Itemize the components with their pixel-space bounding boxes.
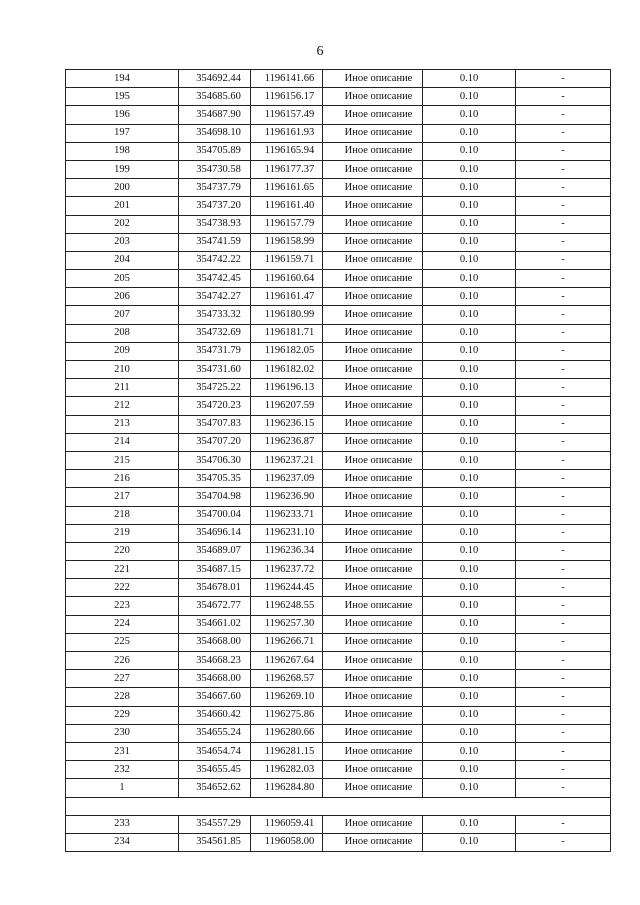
accuracy-cell: 0.10 <box>423 761 516 779</box>
accuracy-cell: 0.10 <box>423 397 516 415</box>
point-number-cell: 202 <box>66 215 179 233</box>
description-cell: Иное описание <box>323 251 423 269</box>
x-coordinate-cell: 354730.58 <box>179 160 251 178</box>
table-row <box>66 833 611 851</box>
x-coordinate-cell: 354668.00 <box>179 670 251 688</box>
table-row <box>66 179 611 197</box>
description-cell: Иное описание <box>323 833 423 851</box>
point-number-cell: 232 <box>66 761 179 779</box>
note-cell: - <box>516 270 611 288</box>
point-number-cell: 198 <box>66 142 179 160</box>
point-number-cell: 206 <box>66 288 179 306</box>
description-cell: Иное описание <box>323 542 423 560</box>
point-number-cell: 222 <box>66 579 179 597</box>
point-number-cell: 217 <box>66 488 179 506</box>
point-number-cell: 208 <box>66 324 179 342</box>
x-coordinate-cell: 354652.62 <box>179 779 251 797</box>
note-cell: - <box>516 160 611 178</box>
y-coordinate-cell: 1196237.72 <box>251 561 323 579</box>
x-coordinate-cell: 354668.00 <box>179 633 251 651</box>
note-cell: - <box>516 779 611 797</box>
point-number-cell: 209 <box>66 342 179 360</box>
table-row <box>66 470 611 488</box>
description-cell: Иное описание <box>323 524 423 542</box>
y-coordinate-cell: 1196165.94 <box>251 142 323 160</box>
table-row <box>66 524 611 542</box>
description-cell: Иное описание <box>323 633 423 651</box>
y-coordinate-cell: 1196158.99 <box>251 233 323 251</box>
table-row <box>66 724 611 742</box>
note-cell: - <box>516 379 611 397</box>
table-row <box>66 688 611 706</box>
accuracy-cell: 0.10 <box>423 833 516 851</box>
point-number-cell: 233 <box>66 815 179 833</box>
accuracy-cell: 0.10 <box>423 742 516 760</box>
table-row <box>66 415 611 433</box>
table-row <box>66 506 611 524</box>
point-number-cell: 234 <box>66 833 179 851</box>
accuracy-cell: 0.10 <box>423 724 516 742</box>
point-number-cell: 196 <box>66 106 179 124</box>
x-coordinate-cell: 354672.77 <box>179 597 251 615</box>
table-row <box>66 379 611 397</box>
table-row <box>66 324 611 342</box>
point-number-cell: 203 <box>66 233 179 251</box>
note-cell: - <box>516 597 611 615</box>
y-coordinate-cell: 1196157.79 <box>251 215 323 233</box>
point-number-cell: 194 <box>66 70 179 88</box>
note-cell: - <box>516 579 611 597</box>
accuracy-cell: 0.10 <box>423 160 516 178</box>
description-cell: Иное описание <box>323 324 423 342</box>
y-coordinate-cell: 1196231.10 <box>251 524 323 542</box>
x-coordinate-cell: 354742.27 <box>179 288 251 306</box>
note-cell: - <box>516 706 611 724</box>
note-cell: - <box>516 833 611 851</box>
y-coordinate-cell: 1196237.09 <box>251 470 323 488</box>
description-cell: Иное описание <box>323 779 423 797</box>
y-coordinate-cell: 1196267.64 <box>251 652 323 670</box>
point-number-cell: 212 <box>66 397 179 415</box>
note-cell: - <box>516 233 611 251</box>
accuracy-cell: 0.10 <box>423 524 516 542</box>
description-cell: Иное описание <box>323 197 423 215</box>
accuracy-cell: 0.10 <box>423 433 516 451</box>
x-coordinate-cell: 354660.42 <box>179 706 251 724</box>
x-coordinate-cell: 354667.60 <box>179 688 251 706</box>
x-coordinate-cell: 354707.20 <box>179 433 251 451</box>
accuracy-cell: 0.10 <box>423 633 516 651</box>
point-number-cell: 218 <box>66 506 179 524</box>
accuracy-cell: 0.10 <box>423 451 516 469</box>
y-coordinate-cell: 1196236.15 <box>251 415 323 433</box>
x-coordinate-cell: 354655.24 <box>179 724 251 742</box>
description-cell: Иное описание <box>323 306 423 324</box>
x-coordinate-cell: 354738.93 <box>179 215 251 233</box>
note-cell: - <box>516 761 611 779</box>
x-coordinate-cell: 354731.60 <box>179 361 251 379</box>
y-coordinate-cell: 1196236.87 <box>251 433 323 451</box>
table-row <box>66 215 611 233</box>
accuracy-cell: 0.10 <box>423 179 516 197</box>
x-coordinate-cell: 354704.98 <box>179 488 251 506</box>
point-number-cell: 228 <box>66 688 179 706</box>
y-coordinate-cell: 1196180.99 <box>251 306 323 324</box>
x-coordinate-cell: 354725.22 <box>179 379 251 397</box>
table-row <box>66 761 611 779</box>
y-coordinate-cell: 1196160.64 <box>251 270 323 288</box>
accuracy-cell: 0.10 <box>423 251 516 269</box>
table-row <box>66 652 611 670</box>
y-coordinate-cell: 1196248.55 <box>251 597 323 615</box>
table-row <box>66 342 611 360</box>
description-cell: Иное описание <box>323 488 423 506</box>
point-number-cell: 220 <box>66 542 179 560</box>
y-coordinate-cell: 1196161.65 <box>251 179 323 197</box>
note-cell: - <box>516 470 611 488</box>
y-coordinate-cell: 1196196.13 <box>251 379 323 397</box>
accuracy-cell: 0.10 <box>423 379 516 397</box>
table-row <box>66 288 611 306</box>
accuracy-cell: 0.10 <box>423 233 516 251</box>
note-cell: - <box>516 524 611 542</box>
description-cell: Иное описание <box>323 415 423 433</box>
accuracy-cell: 0.10 <box>423 579 516 597</box>
description-cell: Иное описание <box>323 433 423 451</box>
description-cell: Иное описание <box>323 88 423 106</box>
note-cell: - <box>516 197 611 215</box>
table-row <box>66 597 611 615</box>
note-cell: - <box>516 506 611 524</box>
x-coordinate-cell: 354720.23 <box>179 397 251 415</box>
point-number-cell: 225 <box>66 633 179 651</box>
x-coordinate-cell: 354732.69 <box>179 324 251 342</box>
accuracy-cell: 0.10 <box>423 142 516 160</box>
point-number-cell: 229 <box>66 706 179 724</box>
description-cell: Иное описание <box>323 160 423 178</box>
point-number-cell: 230 <box>66 724 179 742</box>
y-coordinate-cell: 1196157.49 <box>251 106 323 124</box>
y-coordinate-cell: 1196284.80 <box>251 779 323 797</box>
description-cell: Иное описание <box>323 615 423 633</box>
accuracy-cell: 0.10 <box>423 542 516 560</box>
x-coordinate-cell: 354707.83 <box>179 415 251 433</box>
table-row <box>66 433 611 451</box>
table-row <box>66 361 611 379</box>
description-cell: Иное описание <box>323 361 423 379</box>
note-cell: - <box>516 670 611 688</box>
accuracy-cell: 0.10 <box>423 652 516 670</box>
point-number-cell: 195 <box>66 88 179 106</box>
note-cell: - <box>516 542 611 560</box>
accuracy-cell: 0.10 <box>423 415 516 433</box>
description-cell: Иное описание <box>323 761 423 779</box>
accuracy-cell: 0.10 <box>423 815 516 833</box>
accuracy-cell: 0.10 <box>423 597 516 615</box>
point-number-cell: 224 <box>66 615 179 633</box>
table-row <box>66 815 611 833</box>
table-row <box>66 742 611 760</box>
y-coordinate-cell: 1196182.02 <box>251 361 323 379</box>
x-coordinate-cell: 354705.35 <box>179 470 251 488</box>
note-cell: - <box>516 70 611 88</box>
table-row <box>66 306 611 324</box>
point-number-cell: 199 <box>66 160 179 178</box>
coordinates-table-body <box>66 70 611 852</box>
y-coordinate-cell: 1196275.86 <box>251 706 323 724</box>
note-cell: - <box>516 451 611 469</box>
point-number-cell: 200 <box>66 179 179 197</box>
accuracy-cell: 0.10 <box>423 106 516 124</box>
accuracy-cell: 0.10 <box>423 197 516 215</box>
table-row <box>66 706 611 724</box>
table-row <box>66 88 611 106</box>
table-row <box>66 561 611 579</box>
x-coordinate-cell: 354706.30 <box>179 451 251 469</box>
x-coordinate-cell: 354737.20 <box>179 197 251 215</box>
page-number: 6 <box>316 44 324 59</box>
note-cell: - <box>516 324 611 342</box>
x-coordinate-cell: 354661.02 <box>179 615 251 633</box>
description-cell: Иное описание <box>323 688 423 706</box>
note-cell: - <box>516 615 611 633</box>
description-cell: Иное описание <box>323 742 423 760</box>
table-row <box>66 542 611 560</box>
y-coordinate-cell: 1196244.45 <box>251 579 323 597</box>
note-cell: - <box>516 142 611 160</box>
point-number-cell: 221 <box>66 561 179 579</box>
y-coordinate-cell: 1196236.90 <box>251 488 323 506</box>
note-cell: - <box>516 415 611 433</box>
table-row <box>66 579 611 597</box>
x-coordinate-cell: 354654.74 <box>179 742 251 760</box>
y-coordinate-cell: 1196233.71 <box>251 506 323 524</box>
table-row <box>66 488 611 506</box>
accuracy-cell: 0.10 <box>423 779 516 797</box>
note-cell: - <box>516 288 611 306</box>
description-cell: Иное описание <box>323 124 423 142</box>
table-row <box>66 615 611 633</box>
description-cell: Иное описание <box>323 342 423 360</box>
accuracy-cell: 0.10 <box>423 615 516 633</box>
note-cell: - <box>516 361 611 379</box>
description-cell: Иное описание <box>323 470 423 488</box>
point-number-cell: 219 <box>66 524 179 542</box>
y-coordinate-cell: 1196182.05 <box>251 342 323 360</box>
accuracy-cell: 0.10 <box>423 670 516 688</box>
description-cell: Иное описание <box>323 451 423 469</box>
y-coordinate-cell: 1196282.03 <box>251 761 323 779</box>
point-number-cell: 204 <box>66 251 179 269</box>
description-cell: Иное описание <box>323 397 423 415</box>
table-row <box>66 197 611 215</box>
accuracy-cell: 0.10 <box>423 270 516 288</box>
y-coordinate-cell: 1196156.17 <box>251 88 323 106</box>
y-coordinate-cell: 1196237.21 <box>251 451 323 469</box>
table-row <box>66 451 611 469</box>
coordinates-table <box>65 69 611 852</box>
point-number-cell: 223 <box>66 597 179 615</box>
point-number-cell: 216 <box>66 470 179 488</box>
y-coordinate-cell: 1196141.66 <box>251 70 323 88</box>
accuracy-cell: 0.10 <box>423 88 516 106</box>
x-coordinate-cell: 354561.85 <box>179 833 251 851</box>
y-coordinate-cell: 1196269.10 <box>251 688 323 706</box>
accuracy-cell: 0.10 <box>423 70 516 88</box>
x-coordinate-cell: 354705.89 <box>179 142 251 160</box>
y-coordinate-cell: 1196268.57 <box>251 670 323 688</box>
table-row <box>66 397 611 415</box>
table-row <box>66 160 611 178</box>
accuracy-cell: 0.10 <box>423 342 516 360</box>
note-cell: - <box>516 688 611 706</box>
description-cell: Иное описание <box>323 670 423 688</box>
description-cell: Иное описание <box>323 106 423 124</box>
y-coordinate-cell: 1196059.41 <box>251 815 323 833</box>
note-cell: - <box>516 215 611 233</box>
point-number-cell: 226 <box>66 652 179 670</box>
table-row <box>66 124 611 142</box>
point-number-cell: 213 <box>66 415 179 433</box>
y-coordinate-cell: 1196058.00 <box>251 833 323 851</box>
y-coordinate-cell: 1196161.47 <box>251 288 323 306</box>
description-cell: Иное описание <box>323 215 423 233</box>
note-cell: - <box>516 179 611 197</box>
point-number-cell: 214 <box>66 433 179 451</box>
point-number-cell: 215 <box>66 451 179 469</box>
description-cell: Иное описание <box>323 70 423 88</box>
note-cell: - <box>516 106 611 124</box>
y-coordinate-cell: 1196257.30 <box>251 615 323 633</box>
note-cell: - <box>516 742 611 760</box>
note-cell: - <box>516 488 611 506</box>
accuracy-cell: 0.10 <box>423 306 516 324</box>
y-coordinate-cell: 1196281.15 <box>251 742 323 760</box>
x-coordinate-cell: 354742.45 <box>179 270 251 288</box>
point-number-cell: 207 <box>66 306 179 324</box>
description-cell: Иное описание <box>323 233 423 251</box>
point-number-cell: 231 <box>66 742 179 760</box>
y-coordinate-cell: 1196236.34 <box>251 542 323 560</box>
separator-cell <box>66 797 611 815</box>
table-row <box>66 106 611 124</box>
description-cell: Иное описание <box>323 579 423 597</box>
note-cell: - <box>516 342 611 360</box>
description-cell: Иное описание <box>323 270 423 288</box>
x-coordinate-cell: 354700.04 <box>179 506 251 524</box>
description-cell: Иное описание <box>323 379 423 397</box>
table-row <box>66 233 611 251</box>
point-number-cell: 205 <box>66 270 179 288</box>
description-cell: Иное описание <box>323 506 423 524</box>
description-cell: Иное описание <box>323 179 423 197</box>
table-row <box>66 779 611 797</box>
note-cell: - <box>516 561 611 579</box>
description-cell: Иное описание <box>323 652 423 670</box>
y-coordinate-cell: 1196177.37 <box>251 160 323 178</box>
point-number-cell: 211 <box>66 379 179 397</box>
y-coordinate-cell: 1196161.93 <box>251 124 323 142</box>
description-cell: Иное описание <box>323 724 423 742</box>
table-row <box>66 633 611 651</box>
accuracy-cell: 0.10 <box>423 488 516 506</box>
accuracy-cell: 0.10 <box>423 470 516 488</box>
description-cell: Иное описание <box>323 815 423 833</box>
x-coordinate-cell: 354689.07 <box>179 542 251 560</box>
x-coordinate-cell: 354737.79 <box>179 179 251 197</box>
point-number-cell: 1 <box>66 779 179 797</box>
description-cell: Иное описание <box>323 142 423 160</box>
accuracy-cell: 0.10 <box>423 706 516 724</box>
note-cell: - <box>516 124 611 142</box>
description-cell: Иное описание <box>323 597 423 615</box>
note-cell: - <box>516 306 611 324</box>
x-coordinate-cell: 354655.45 <box>179 761 251 779</box>
table-row <box>66 142 611 160</box>
note-cell: - <box>516 724 611 742</box>
accuracy-cell: 0.10 <box>423 561 516 579</box>
y-coordinate-cell: 1196161.40 <box>251 197 323 215</box>
x-coordinate-cell: 354687.15 <box>179 561 251 579</box>
table-row <box>66 70 611 88</box>
accuracy-cell: 0.10 <box>423 361 516 379</box>
accuracy-cell: 0.10 <box>423 506 516 524</box>
note-cell: - <box>516 652 611 670</box>
x-coordinate-cell: 354678.01 <box>179 579 251 597</box>
note-cell: - <box>516 815 611 833</box>
accuracy-cell: 0.10 <box>423 324 516 342</box>
x-coordinate-cell: 354741.59 <box>179 233 251 251</box>
note-cell: - <box>516 633 611 651</box>
x-coordinate-cell: 354668.23 <box>179 652 251 670</box>
separator-row <box>66 797 611 815</box>
x-coordinate-cell: 354742.22 <box>179 251 251 269</box>
x-coordinate-cell: 354685.60 <box>179 88 251 106</box>
description-cell: Иное описание <box>323 288 423 306</box>
y-coordinate-cell: 1196266.71 <box>251 633 323 651</box>
description-cell: Иное описание <box>323 561 423 579</box>
accuracy-cell: 0.10 <box>423 688 516 706</box>
table-row <box>66 270 611 288</box>
point-number-cell: 227 <box>66 670 179 688</box>
x-coordinate-cell: 354696.14 <box>179 524 251 542</box>
note-cell: - <box>516 251 611 269</box>
y-coordinate-cell: 1196207.59 <box>251 397 323 415</box>
point-number-cell: 201 <box>66 197 179 215</box>
accuracy-cell: 0.10 <box>423 215 516 233</box>
x-coordinate-cell: 354687.90 <box>179 106 251 124</box>
note-cell: - <box>516 433 611 451</box>
table-row <box>66 251 611 269</box>
y-coordinate-cell: 1196181.71 <box>251 324 323 342</box>
point-number-cell: 197 <box>66 124 179 142</box>
table-row <box>66 670 611 688</box>
y-coordinate-cell: 1196159.71 <box>251 251 323 269</box>
accuracy-cell: 0.10 <box>423 124 516 142</box>
accuracy-cell: 0.10 <box>423 288 516 306</box>
point-number-cell: 210 <box>66 361 179 379</box>
description-cell: Иное описание <box>323 706 423 724</box>
x-coordinate-cell: 354557.29 <box>179 815 251 833</box>
x-coordinate-cell: 354692.44 <box>179 70 251 88</box>
y-coordinate-cell: 1196280.66 <box>251 724 323 742</box>
note-cell: - <box>516 88 611 106</box>
x-coordinate-cell: 354698.10 <box>179 124 251 142</box>
x-coordinate-cell: 354731.79 <box>179 342 251 360</box>
note-cell: - <box>516 397 611 415</box>
x-coordinate-cell: 354733.32 <box>179 306 251 324</box>
